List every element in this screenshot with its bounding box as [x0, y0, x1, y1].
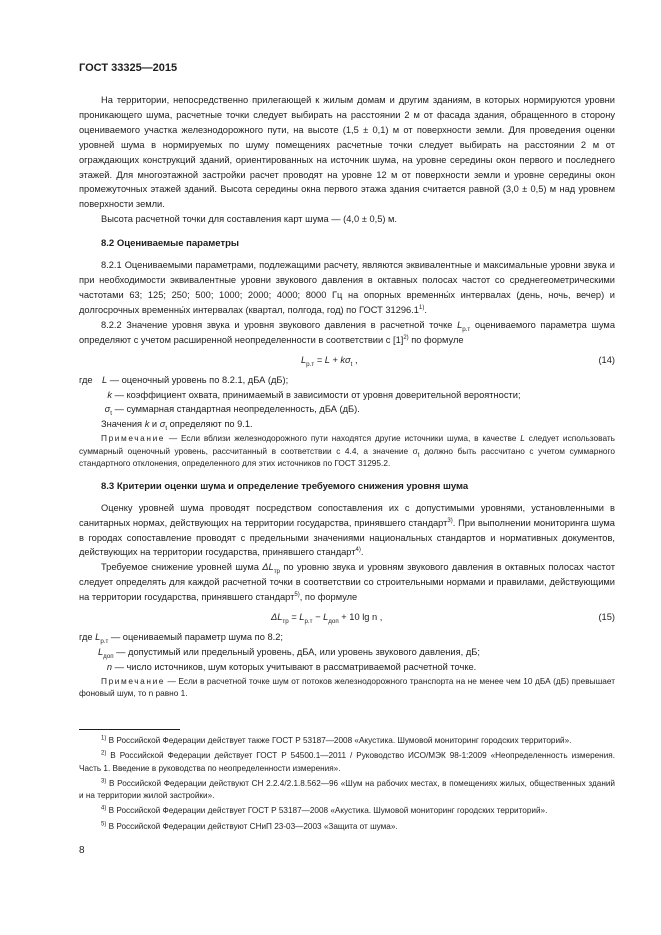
- formula-15: $\Delta L_{тр} = L_{р.т} - L_{доп} + 10$ lg n , (15): [271, 612, 615, 625]
- footnote-ref: 1): [418, 304, 425, 311]
- definition-row: k — коэффициент охвата, принимаемый в зависимости от уровня доверительной вероятности;: [107, 389, 521, 400]
- definition-row: $\sigma_t$ — суммарная стандартная неопределенность, дБА (дБ).: [104, 404, 360, 418]
- definition-row: где $L_{р.т}$ — оцениваемый параметр шума по 8.2;: [79, 632, 283, 645]
- note-1: Примечание — Если вблизи железнодорожного пути находятся другие источники шума, в качестве L следует использовать суммарный оценочный уровень, рассчитанный в соответствии с 4.4, а значение $\sigma_t$ должно быть рассчитано с учетом суммарного стандартного отклонения, определенного для этих источников по ГОСТ 31295.2.: [79, 433, 615, 469]
- footnotes: [79, 735, 615, 836]
- footnote-ref: 2): [403, 334, 409, 341]
- definition-row: где L — оценочный уровень по 8.2.1, дБА (дБ);: [79, 374, 289, 385]
- paragraph-8-3-1: Оценку уровней шума проводят посредством сопоставления их с допустимыми уровнями, установленными в санитарных нормах, действующих на территории государства, принявшего стандарт$^{3)}$. При выполнении мониторинга шума в городах сопоставление проводят с предельными значениями национальных стандартов и нормативных документов, действующих на территории государства, принявшего стандарт$^{4)}$.: [79, 502, 615, 558]
- document-code-header: ГОСТ 33325—2015: [79, 62, 178, 74]
- paragraph-calc-points: На территории, непосредственно прилегающей к жилым домам и другим зданиям, в которых нормируются уровни проникающего шума, расчетные точки следует выбирать на расстоянии 2 м от фасада здания, обращенного в сторону оцениваемого участка железнодорожного пути, на высоте (1,5 ± 0,1) м от поверхности земли. Для проведения оценки уровней шума в нормируемых по шуму помещениях расчетные точки следует выбирать на расстоянии 2 м от ограждающих конструкций зданий, ориентированных на источник шума, на уровне середины окон первого и последнего этажей. Для многоэтажной застройки расчет проводят на уровне 12 м от поверхности земли и уровне середины окон промежуточных этажей зданий. Высота середины окна первого этажа здания считается равной (3,0 ± 0,5) м над уровнем поверхности земли.: [79, 95, 615, 210]
- footnote-item: $^{4)}$ В Российской Федерации действует ГОСТ Р 53187—2008 «Акустика. Шумовой мониторинг городских территорий».: [101, 805, 548, 816]
- formula-15-definitions: [79, 630, 615, 675]
- definition-row: n — число источников, шум которых учитывают в рассматриваемой расчетной точке.: [106, 661, 477, 672]
- page-number: 8: [79, 845, 85, 856]
- footnote-separator: [79, 729, 180, 730]
- definition-row: $L_{доп}$ — допустимый или предельный уровень, дБА, или уровень звукового давления, дБ;: [98, 646, 480, 660]
- equation-number-15: (15): [598, 612, 615, 623]
- paragraph-8-2-1: 8.2.1 Оцениваемыми параметрами, подлежащими расчету, являются эквивалентные и максимальные уровни звука и при необходимости эквивалентные уровни звукового давления в октавных полосах частот со среднегеометрическими частотами 63; 125; 250; 500; 1000; 2000; 4000; 8000 Гц на опорных временны́х интервалах (день, ночь, вечер) и долгосрочных временны́х интервалах (квартал, полгода, год) по ГОСТ 31296.1$^{1)}$.: [79, 260, 615, 315]
- footnote-item: $^{3)}$ В Российской Федерации действуют СН 2.2.4/2.1.8.562—96 «Шум на рабочих местах, в помещениях жилых, общественных зданий и на территории жилой застройки».: [79, 778, 615, 801]
- section-8-3-title: 8.3 Критерии оценки шума и определение требуемого снижения уровня шума: [101, 480, 469, 492]
- paragraph-8-2-2: 8.2.2 Значение уровня звука и уровня звукового давления в расчетной точке $L_{р.т}$ оцениваемого параметра шума определяют с учетом расширенной неопределенности в соответствии с $[1]^{2)}$ по формуле: [79, 319, 615, 345]
- paragraph-8-3-2: Требуемое снижение уровней шума $\Delta L_{тр}$ по уровню звука и уровням звукового давления в октавных полосах частот следует определять для каждой расчетной точки в соответствии со строительными нормами и правилами, действующими на территории государства, принявшего стандарт$^{5)}$, по формуле: [79, 562, 615, 603]
- note-2: Примечание — Если в расчетной точке шум от потоков железнодорожного транспорта на не менее чем 10 дБА (дБ) превышает фоновый шум, то n равно 1.: [79, 675, 615, 699]
- formula-14: $L_{р.т} = L + k\sigma_t$ , (14): [301, 354, 615, 368]
- section-8-2-title: 8.2 Оцениваемые параметры: [101, 238, 240, 250]
- main-text: [79, 93, 615, 700]
- footnote-item: $^{2)}$ В Российской Федерации действует ГОСТ Р 54500.1—2011 / Руководство ИСО/МЭК 98-1:2009 «Неопределенность измерения. Часть 1. Введение в руководства по неопределенности измерения».: [79, 750, 615, 773]
- paragraph-map-height: Высота расчетной точки для составления карт шума — (4,0 ± 0,5) м.: [101, 214, 398, 225]
- definitions-tail: Значения k и $\sigma_t$ определяют по 9.1.: [101, 419, 253, 433]
- footnote-item: $^{1)}$ В Российской Федерации действует также ГОСТ Р 53187—2008 «Акустика. Шумовой мониторинг городских территорий».: [101, 735, 572, 745]
- formula-14-definitions: [79, 373, 615, 418]
- footnote-item: $^{5)}$ В Российской Федерации действуют СНиП 23-03—2003 «Защита от шума».: [101, 821, 398, 831]
- equation-number-14: (14): [598, 354, 615, 365]
